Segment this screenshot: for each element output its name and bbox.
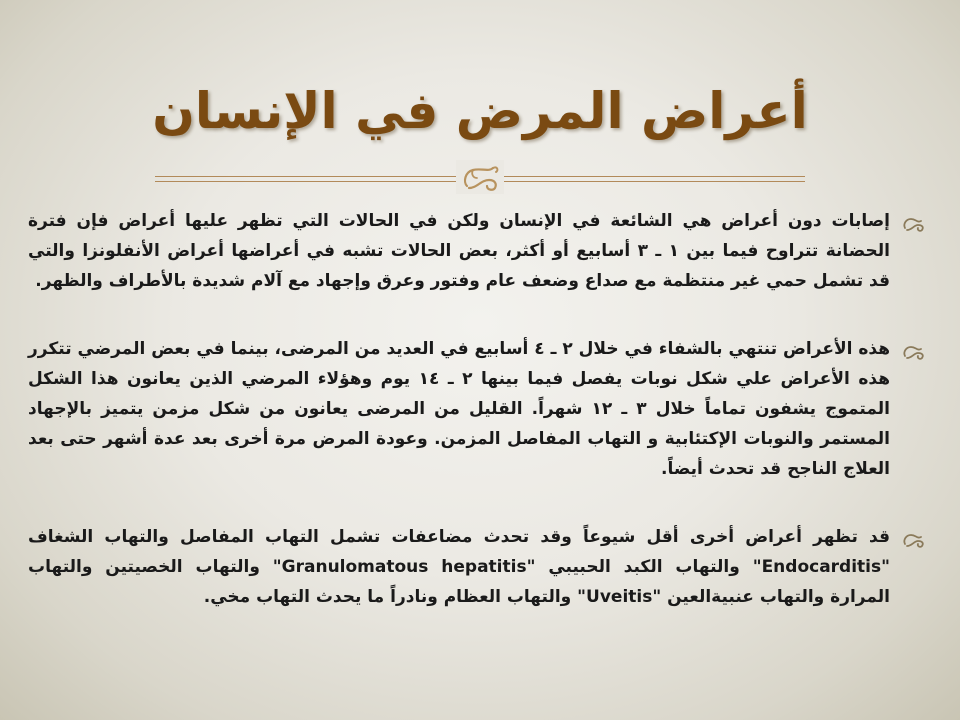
flourish-bullet-icon	[902, 340, 926, 358]
scroll-ornament-icon	[456, 160, 504, 194]
slide-title: أعراض المرض في الإنسان	[152, 82, 808, 140]
bullet-list	[28, 206, 926, 612]
flourish-bullet-icon	[902, 528, 926, 546]
bullet-text: قد تظهر أعراض أخرى أقل شيوعاً وقد تحدث مضاعفات تشمل التهاب المفاصل والتهاب الشغاف "Endocarditis" والتهاب الكبد الحبيبي "Granulomatous hepatitis" والتهاب الخصيتين والتهاب المرارة والتهاب عنبيةالعين "Uveitis" والتهاب العظام ونادراً ما يحدث التهاب مخي.	[28, 527, 890, 607]
bullet-item	[28, 522, 926, 612]
flourish-bullet-icon	[902, 212, 926, 230]
bullet-text: هذه الأعراض تنتهي بالشفاء في خلال ٢ ـ ٤ أسابيع في العديد من المرضى، بينما في بعض المرضي تتكرر هذه الأعراض علي شكل نوبات يفصل فيما بينها ٢ ـ ١٤ يوم وهؤلاء المرضي الذين يعانون هذا الشكل المتموج يشفون تماماً خلال ٣ ـ ١٢ شهراً. القليل من المرضى يعانون من شكل مزمن يتميز بالإجهاد المستمر والنوبات الإكتئابية و التهاب المفاصل المزمن. وعودة المرض مرة أخرى بعد عدة أشهر حتى بعد العلاج الناجح قد تحدث أيضاً.	[28, 339, 891, 479]
bullet-text: إصابات دون أعراض هي الشائعة في الإنسان ولكن في الحالات التي تظهر عليها أعراض فإن فترة الحضانة تتراوح فيما بين ١ ـ ٣ أسابيع أو أكثر، بعض الحالات تشبه في أعراضها أعراض الأنفلونزا والتي قد تشمل حمي غير منتظمة مع صداع وضعف عام وفتور وعرق وإجهاد مع آلام شديدة بالأطراف والظهر.	[28, 211, 890, 291]
bullet-item	[28, 334, 926, 484]
bullet-item	[28, 206, 926, 296]
